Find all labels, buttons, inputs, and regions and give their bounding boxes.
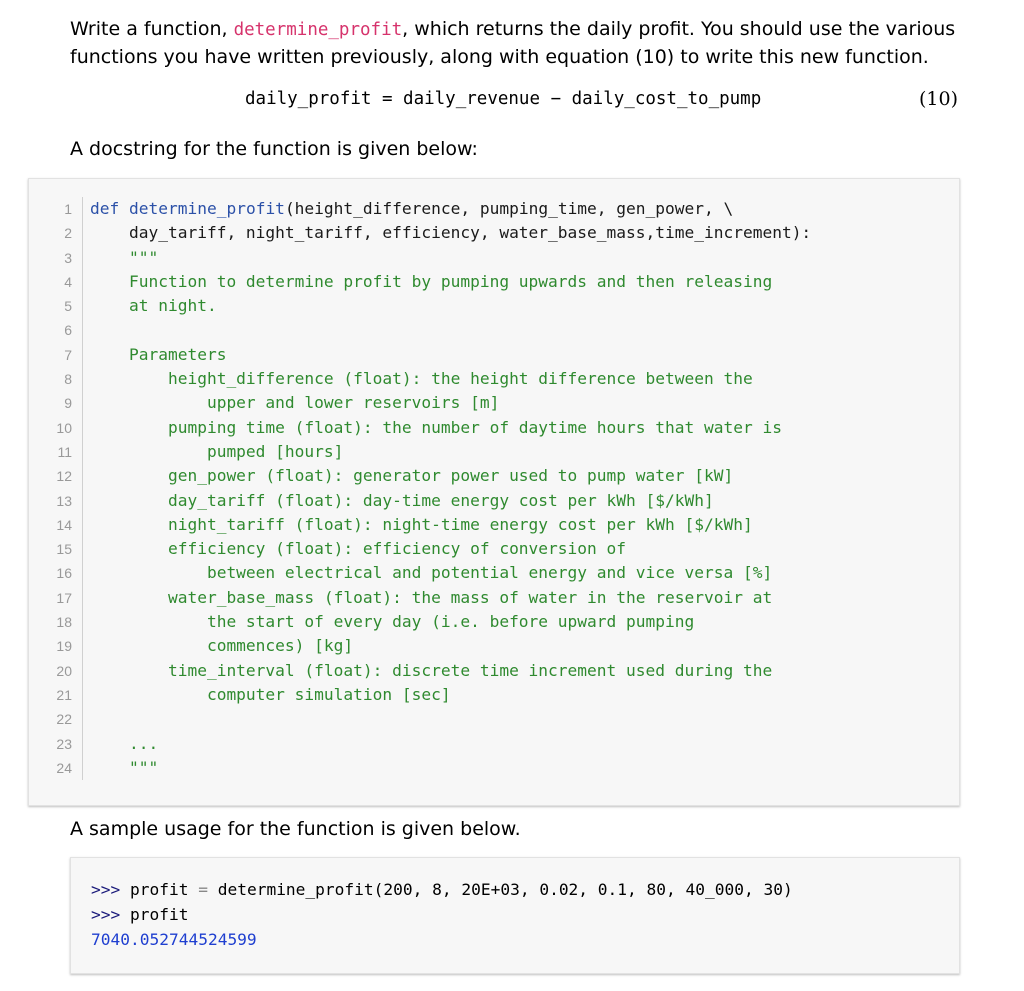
line-number: 22 bbox=[56, 711, 72, 728]
docstring-line bbox=[90, 707, 811, 731]
docstring-line: upper and lower reservoirs [m] bbox=[90, 393, 500, 413]
docstring-line: pumped [hours] bbox=[90, 441, 344, 461]
line-number: 2 bbox=[64, 225, 72, 242]
line-number: 7 bbox=[64, 346, 72, 363]
docstring-line: Function to determine profit by pumping upwards and then releasing bbox=[90, 271, 773, 291]
docstring-line: """ bbox=[90, 247, 159, 267]
line-number: 11 bbox=[57, 443, 72, 460]
function-name-inline-code: determine_profit bbox=[233, 20, 403, 40]
sample-line-2: >>> profit bbox=[91, 905, 189, 924]
line-number: 10 bbox=[56, 419, 72, 436]
line-number: 15 bbox=[56, 541, 72, 558]
def-keyword: def bbox=[90, 199, 120, 218]
code-line: def determine_profit(height_difference, pumping_time, gen_power, \ bbox=[90, 199, 734, 218]
docstring-line: height_difference (float): the height difference between the bbox=[90, 369, 753, 389]
sample-line-1: >>> profit = determine_profit(200, 8, 20E+03, 0.02, 0.1, 80, 40_000, 30) bbox=[91, 880, 793, 899]
docstring-line: night_tariff (float): night-time energy cost per kWh [$/kWh] bbox=[90, 514, 753, 534]
line-number: 5 bbox=[64, 298, 72, 315]
line-number: 24 bbox=[56, 759, 72, 776]
code-content bbox=[90, 197, 811, 780]
line-number: 9 bbox=[64, 395, 72, 412]
docstring-line: Parameters bbox=[90, 344, 227, 364]
line-number: 21 bbox=[56, 686, 72, 703]
line-number: 6 bbox=[64, 322, 72, 339]
line-number: 18 bbox=[56, 614, 72, 631]
sample-output: 7040.052744524599 bbox=[91, 930, 257, 949]
line-number-gutter bbox=[29, 197, 83, 780]
line-number: 23 bbox=[56, 735, 72, 752]
docstring-intro: A docstring for the function is given below: bbox=[70, 138, 478, 160]
line-number: 1 bbox=[64, 201, 72, 217]
sample-intro: A sample usage for the function is given below. bbox=[70, 818, 521, 840]
docstring-line: day_tariff (float): day-time energy cost per kWh [$/kWh] bbox=[90, 490, 714, 510]
function-name: determine_profit bbox=[129, 199, 285, 218]
docstring-line: computer simulation [sec] bbox=[90, 684, 451, 704]
line-number: 4 bbox=[64, 273, 72, 290]
intro-line-2: functions you have written previously, along with equation (10) to write this new function. bbox=[70, 46, 929, 68]
line-number: 14 bbox=[56, 516, 72, 533]
line-number: 17 bbox=[56, 589, 72, 606]
docstring-line: between electrical and potential energy and vice versa [%] bbox=[90, 563, 773, 583]
sample-usage-block bbox=[70, 857, 960, 974]
docstring-line: pumping time (float): the number of daytime hours that water is bbox=[90, 417, 782, 437]
code-line: day_tariff, night_tariff, efficiency, water_base_mass,time_increment): bbox=[90, 223, 812, 243]
docstring-line: ... bbox=[90, 733, 159, 753]
line-number: 3 bbox=[64, 249, 72, 266]
equation-number: (10) bbox=[918, 88, 958, 110]
line-number: 20 bbox=[56, 662, 72, 679]
docstring-line: efficiency (float): efficiency of conversion of bbox=[90, 539, 627, 559]
repl-prompt: >>> bbox=[91, 905, 121, 924]
docstring-line: gen_power (float): generator power used to pump water [kW] bbox=[90, 466, 734, 486]
repl-prompt: >>> bbox=[91, 880, 121, 899]
line-number: 13 bbox=[56, 492, 72, 509]
line-number: 12 bbox=[56, 468, 72, 485]
docstring-line: time_interval (float): discrete time increment used during the bbox=[90, 660, 773, 680]
equation-expression: daily_profit = daily_revenue − daily_cost_to_pump bbox=[245, 89, 762, 109]
equation-10 bbox=[0, 84, 1024, 114]
intro-line-1: Write a function, determine_profit, which returns the daily profit. You should use the various bbox=[70, 18, 956, 40]
docstring-line: the start of every day (i.e. before upward pumping bbox=[90, 612, 695, 632]
line-number: 16 bbox=[56, 565, 72, 582]
docstring-line bbox=[90, 318, 811, 342]
code-block bbox=[28, 178, 960, 806]
line-number: 19 bbox=[56, 638, 72, 655]
docstring-line: at night. bbox=[90, 296, 217, 316]
docstring-line: """ bbox=[90, 757, 159, 777]
docstring-line: commences) [kg] bbox=[90, 636, 354, 656]
intro-paragraph bbox=[70, 16, 955, 71]
docstring-line: water_base_mass (float): the mass of water in the reservoir at bbox=[90, 587, 773, 607]
line-number: 8 bbox=[64, 371, 72, 388]
